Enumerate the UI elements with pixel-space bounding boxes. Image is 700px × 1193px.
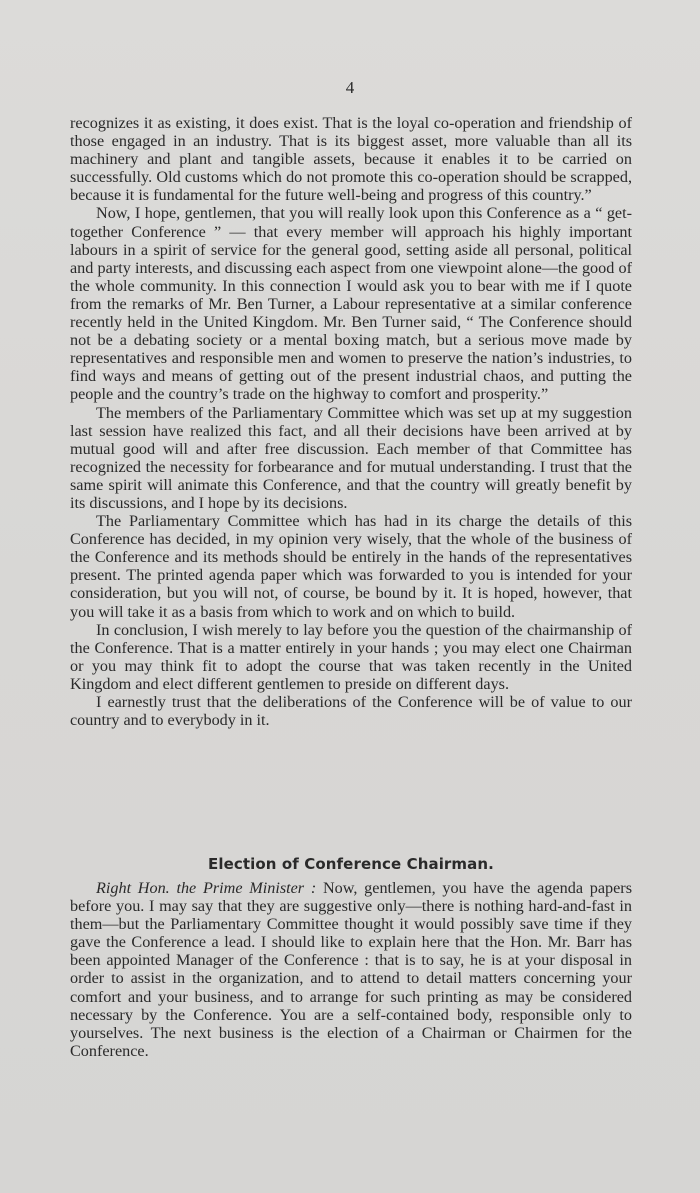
body-text [70,114,632,729]
page-number: 4 [345,78,355,97]
paragraph-chairmanship: In conclusion, I wish merely to lay before you the question of the chairmanship of the Conference. That is a matter entirely in your hands ; you may elect one Chairman or you may think fit to adopt the course that was taken recently in the United Kingdom and elect different gentlemen to preside on different days. [70,620,632,693]
speaker-name: Right Hon. the Prime Minister : [96,879,317,897]
section-body-text [70,879,632,1060]
paragraph-get-together: Now, I hope, gentlemen, that you will really look upon this Conference as a “ get-together Conference ” — that every member will approach his highly important labours in a spirit of service for the general good, setting aside all personal, political and party interests, and discussing each aspect from one viewpoint alone—the good of the whole community. In this connection I would ask you to bear with me if I quote from the remarks of Mr. Ben Turner, a Labour representative at a similar conference recently held in the United Kingdom. Mr. Ben Turner said, “ The Conference should not be a debating society or a mental boxing match, but a serious move made by representatives and responsible men and women to preserve the nation’s industries, to find ways and means of getting out of the present industrial chaos, and putting the people and the country’s trade on the highway to comfort and prosperity.” [70,204,632,404]
speaker-text: Now, gentlemen, you have the agenda papers before you. I may say that they are suggestive only—there is nothing hard-and-fast in them—but the Parliamentary Committee thought it would possibly save time if they gave the Conference a lead. I should like to explain here that the Hon. Mr. Barr has been appointed Manager of the Conference : that is to say, he is at your disposal in order to assist in the organization, and to attend to detail matters concerning your comfort and your business, and to arrange for such printing as may be considered necessary by the Conference. You are a self-contained body, responsible only to yourselves. The next business is the election of a Chairman or Chairmen for the Conference. [70,879,632,1060]
paragraph-agenda: The Parliamentary Committee which has had in its charge the details of this Conference has decided, in my opinion very wisely, that the whole of the business of the Conference and its methods should be entirely in the hands of the representatives present. The printed agenda paper which was forwarded to you is intended for your consideration, but you will not, of course, be bound by it. It is hoped, however, that you will take it as a basis from which to work and on which to build. [70,512,632,621]
paragraph-prime-minister [70,879,632,1060]
paragraph-closing: I earnestly trust that the deliberations of the Conference will be of value to our country and to everybody in it. [70,693,632,730]
paragraph-continuation: recognizes it as existing, it does exist. That is the loyal co-operation and friendship of those engaged in an industry. That is its biggest asset, more valuable than all its machinery and plant and tangible assets, because it enables it to be carried on successfully. Old customs which do not promote this co-operation should be scrapped, because it is fundamental for the future well-being and progress of this country.” [70,114,632,205]
section-heading: Election of Conference Chairman. [208,855,494,873]
paragraph-parliamentary-committee: The members of the Parliamentary Committee which was set up at my suggestion last session have realized this fact, and all their decisions have been arrived at by mutual good will and after free discussion. Each member of that Committee has recognized the necessity for forbearance and for mutual understanding. I trust that the same spirit will animate this Conference, and that the country will greatly benefit by its discussions, and I hope by its decisions. [70,403,632,512]
